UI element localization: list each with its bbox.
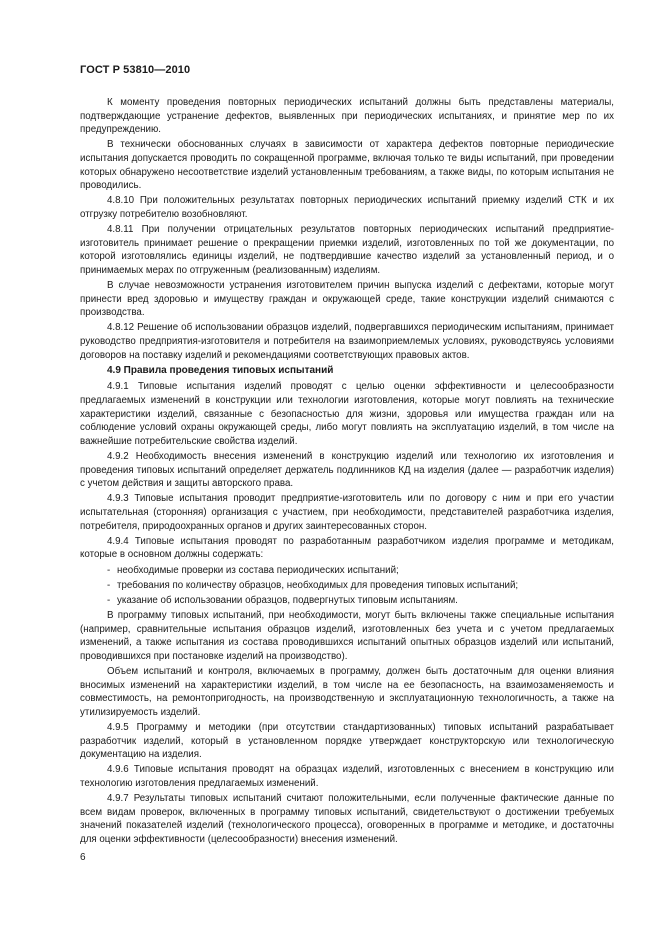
paragraph: 4.9.7 Результаты типовых испытаний считают положительными, если полученные фактические данные по всем видам проверок, включенных в программу типовых испытаний, свидетельствуют о достижении требуемых значений показателей изделий (технологического процесса), оговоренных в программе и методике, и достаточны для оценки эффективности (целесообразности) внесения изменений. bbox=[80, 793, 614, 845]
paragraph: В технически обоснованных случаях в зависимости от характера дефектов повторные периодические испытания допускается проводить по сокращенной программе, включая только те виды испытаний, при проведении которых обнаружено несоответствие изделий установленным требованиям, а также виды, по которым испытания не проводились. bbox=[80, 139, 614, 192]
paragraph: 4.9.2 Необходимость внесения изменений в конструкцию изделий или технологию их изготовления и проведения типовых испытаний определяет держатель подлинников КД на изделия (далее — разработчик изделия) с учетом действия и защиты авторского права. bbox=[80, 451, 614, 490]
paragraph: 4.9.1 Типовые испытания изделий проводят с целью оценки эффективности и целесообразности предлагаемых изменений в конструкции или технологии изготовления, которые могут повлиять на технические характеристики изделий, связанные с безопасностью для жизни, здоровья или имущества граждан или на соблюдение условий охраны окружающей среды, либо могут повлиять на эксплуатацию изделий, в том числе на важнейшие потребительские свойства изделий. bbox=[80, 381, 614, 447]
document-body bbox=[80, 96, 614, 848]
paragraph: 4.8.10 При положительных результатах повторных периодических испытаний приемку изделий СТК и их отгрузку потребителю возобновляют. bbox=[80, 195, 614, 220]
paragraph: 4.9.6 Типовые испытания проводят на образцах изделий, изготовленных с внесением в конструкцию или технологию изготовления предлагаемых изменений. bbox=[80, 764, 614, 789]
list-dash: - bbox=[107, 564, 111, 576]
list-item bbox=[80, 579, 614, 593]
list-dash: - bbox=[107, 594, 111, 606]
paragraph: Объем испытаний и контроля, включаемых в программу, должен быть достаточным для оценки влияния вносимых изменений на характеристики изделий, в том числе на ее безопасность, на взаимозаменяемость и совместимость, на ремонтопригодность, на производственную и эксплуатационную технологичность, а также на утилизируемость изделий. bbox=[80, 666, 614, 718]
paragraph: 4.8.12 Решение об использовании образцов изделий, подвергавшихся периодическим испытаниям, принимает руководство предприятия-изготовителя и потребителя на взаимоприемлемых условиях, руководствуясь условиями договоров на поставку изделий и рекомендациями соответствующих правовых актов. bbox=[80, 322, 614, 361]
document-header: ГОСТ Р 53810—2010 bbox=[80, 64, 191, 76]
paragraph: 4.9.4 Типовые испытания проводят по разработанным разработчиком изделия программе и методикам, которые в основном должны содержать: bbox=[80, 535, 614, 561]
section-heading: 4.9 Правила проведения типовых испытаний bbox=[107, 364, 334, 376]
list-item bbox=[80, 564, 614, 578]
list-item-text: необходимые проверки из состава периодических испытаний; bbox=[117, 564, 399, 576]
paragraph: 4.8.11 При получении отрицательных результатов повторных периодических испытаний предприятие-изготовитель принимает решение о прекращении приемки изделий, изготовленных по той же документации, по которой изготовлялись единицы изделий, не подтвердившие качество изделий за установленный период, и о принимаемых мерах по отгруженным (реализованным) изделиям. bbox=[80, 224, 614, 276]
paragraph: В программу типовых испытаний, при необходимости, могут быть включены также специальные испытания (например, сравнительные испытания образцов изделий, изготовленных без учета и с учетом предлагаемых изменений, а также испытания из состава проводившихся испытаний опытных образцов изделий или испытаний, проводившихся при постановке изделий на производство). bbox=[80, 610, 614, 662]
list-item-text: указание об использовании образцов, подвергнутых типовым испытаниям. bbox=[117, 594, 458, 606]
list-item bbox=[80, 594, 614, 608]
paragraph: В случае невозможности устранения изготовителем причин выпуска изделий с дефектами, которые могут принести вред здоровью и имуществу граждан и окружающей среде, такие конструкции изделий снимаются с производства. bbox=[80, 280, 614, 319]
list-item-text: требования по количеству образцов, необходимых для проведения типовых испытаний; bbox=[117, 579, 519, 591]
paragraph: К моменту проведения повторных периодических испытаний должны быть представлены материалы, подтверждающие устранение дефектов, выявленных при периодических испытаниях, и принятие мер по их предупреждению. bbox=[80, 97, 614, 136]
paragraph: 4.9.5 Программу и методики (при отсутствии стандартизованных) типовых испытаний разрабатывает разработчик изделий, который в установленном порядке утверждает конструкторскую или технологическую документацию на изделия. bbox=[80, 722, 614, 761]
list-dash: - bbox=[107, 579, 111, 591]
page-number: 6 bbox=[80, 852, 86, 863]
paragraph: 4.9.3 Типовые испытания проводит предприятие-изготовитель или по договору с ним и при его участии испытательная (сторонняя) организация с участием, при необходимости, представителей разработчика изделия, потребителя, природоохранных органов и других заинтересованных сторон. bbox=[80, 493, 614, 532]
